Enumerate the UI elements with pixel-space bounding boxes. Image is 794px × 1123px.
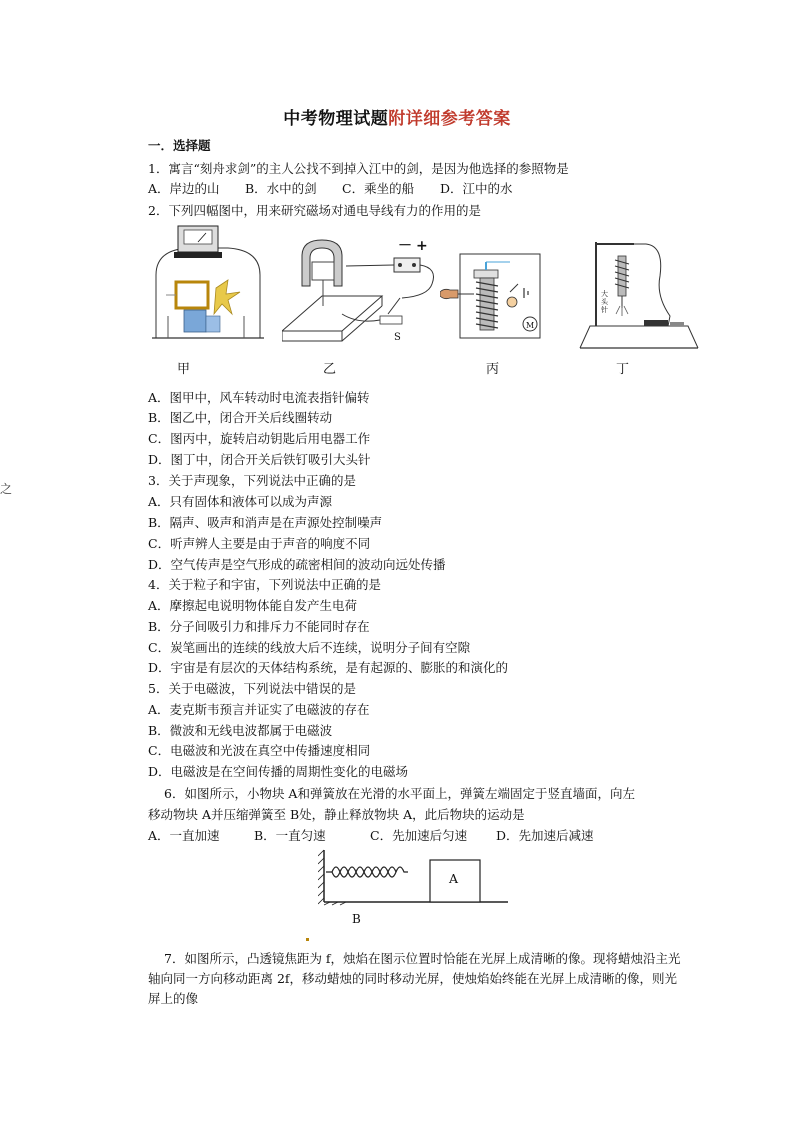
q6-option-c: C．先加速后匀速 — [370, 828, 468, 843]
figure-ding — [578, 236, 700, 350]
q6-option-a: A．一直加速 — [148, 828, 220, 843]
figure-spring-block — [318, 848, 518, 908]
figure-label-jia: 甲 — [177, 362, 191, 377]
q5-option-d: D．电磁波是在空间传播的周期性变化的电磁场 — [148, 764, 409, 779]
battery-minus-label: － — [398, 238, 412, 254]
q6-option-d: D．先加速后减速 — [496, 828, 594, 843]
q1-option-a: A．岸边的山 — [148, 181, 220, 196]
q1-option-d: D．江中的水 — [440, 181, 513, 196]
q6-options — [148, 828, 594, 844]
q6-option-b: B．一直匀速 — [254, 828, 326, 843]
figure-label-bing: 丙 — [486, 362, 500, 377]
q1-option-c: C．乘坐的船 — [342, 181, 415, 196]
q2-stem: 2．下列四幅图中，用来研究磁场对通电导线有力的作用的是 — [148, 203, 481, 218]
pin-label: 大头针 — [601, 290, 608, 314]
q3-option-b: B．隔声、吸声和消声是在声源处控制噪声 — [148, 515, 383, 530]
q3-option-d: D．空气传声是空气形成的疏密相间的波动向远处传播 — [148, 557, 446, 572]
q5-option-c: C．电磁波和光波在真空中传播速度相同 — [148, 743, 371, 758]
q2-option-b: B．图乙中，闭合开关后线圈转动 — [148, 410, 333, 425]
decorative-dot — [306, 938, 309, 941]
q5-option-b: B．微波和无线电波都属于电磁波 — [148, 723, 333, 738]
q4-option-b: B．分子间吸引力和排斥力不能同时存在 — [148, 619, 370, 634]
battery-plus-label: + — [416, 238, 428, 254]
page-title — [0, 104, 794, 129]
figure-label-ding: 丁 — [616, 362, 630, 377]
q4-option-d: D．宇宙是有层次的天体结构系统，是有起源的、膨胀的和演化的 — [148, 660, 509, 675]
motor-m-label: M — [526, 321, 535, 330]
q4-option-c: C．炭笔画出的连续的线放大后不连续，说明分子间有空隙 — [148, 640, 471, 655]
q5-option-a: A．麦克斯韦预言并证实了电磁波的存在 — [148, 702, 370, 717]
block-a-label: A — [449, 871, 459, 886]
q3-option-a: A．只有固体和液体可以成为声源 — [148, 494, 333, 509]
q1-options — [148, 181, 513, 197]
q2-option-d: D．图丁中，闭合开关后铁钉吸引大头针 — [148, 452, 371, 467]
q4-stem: 4．关于粒子和宇宙，下列说法中正确的是 — [148, 577, 381, 592]
section-heading: 一．选择题 — [148, 138, 211, 153]
switch-s-label: S — [394, 332, 401, 343]
title-red: 附详细参考答案 — [388, 109, 511, 129]
q1-option-b: B．水中的剑 — [245, 181, 317, 196]
figure-jia — [148, 220, 268, 350]
side-mark: 之 — [0, 482, 13, 496]
q2-option-c: C．图丙中，旋转启动钥匙后用电器工作 — [148, 431, 371, 446]
q1-stem: 1．寓言“刻舟求剑”的主人公找不到掉入江中的剑，是因为他选择的参照物是 — [148, 161, 569, 176]
q2-option-a: A．图甲中，风车转动时电流表指针偏转 — [148, 390, 370, 405]
q6-stem-line1: 6．如图所示，小物块 A和弹簧放在光滑的水平面上，弹簧左端固定于竖直墙面，向左 — [164, 786, 635, 801]
point-b-label: B — [352, 912, 361, 926]
q3-option-c: C．听声辨人主要是由于声音的响度不同 — [148, 536, 371, 551]
figure-label-yi: 乙 — [323, 362, 337, 377]
q6-stem-line2: 移动物块 A并压缩弹簧至 B处，静止释放物块 A，此后物块的运动是 — [148, 807, 525, 822]
q4-option-a: A．摩擦起电说明物体能自发产生电荷 — [148, 598, 358, 613]
q5-stem: 5．关于电磁波，下列说法中错误的是 — [148, 681, 356, 696]
q3-stem: 3．关于声现象，下列说法中正确的是 — [148, 473, 356, 488]
q7-text: 7．如图所示，凸透镜焦距为 f，烛焰在图示位置时恰能在光屏上成清晰的像。现将蜡烛沿主光轴向同一方向移动距离 2f，移动蜡烛的同时移动光屏，使烛焰始终能在光屏上成清晰的像，则光屏上的像 — [148, 951, 681, 1006]
title-main: 中考物理试题 — [283, 109, 389, 129]
